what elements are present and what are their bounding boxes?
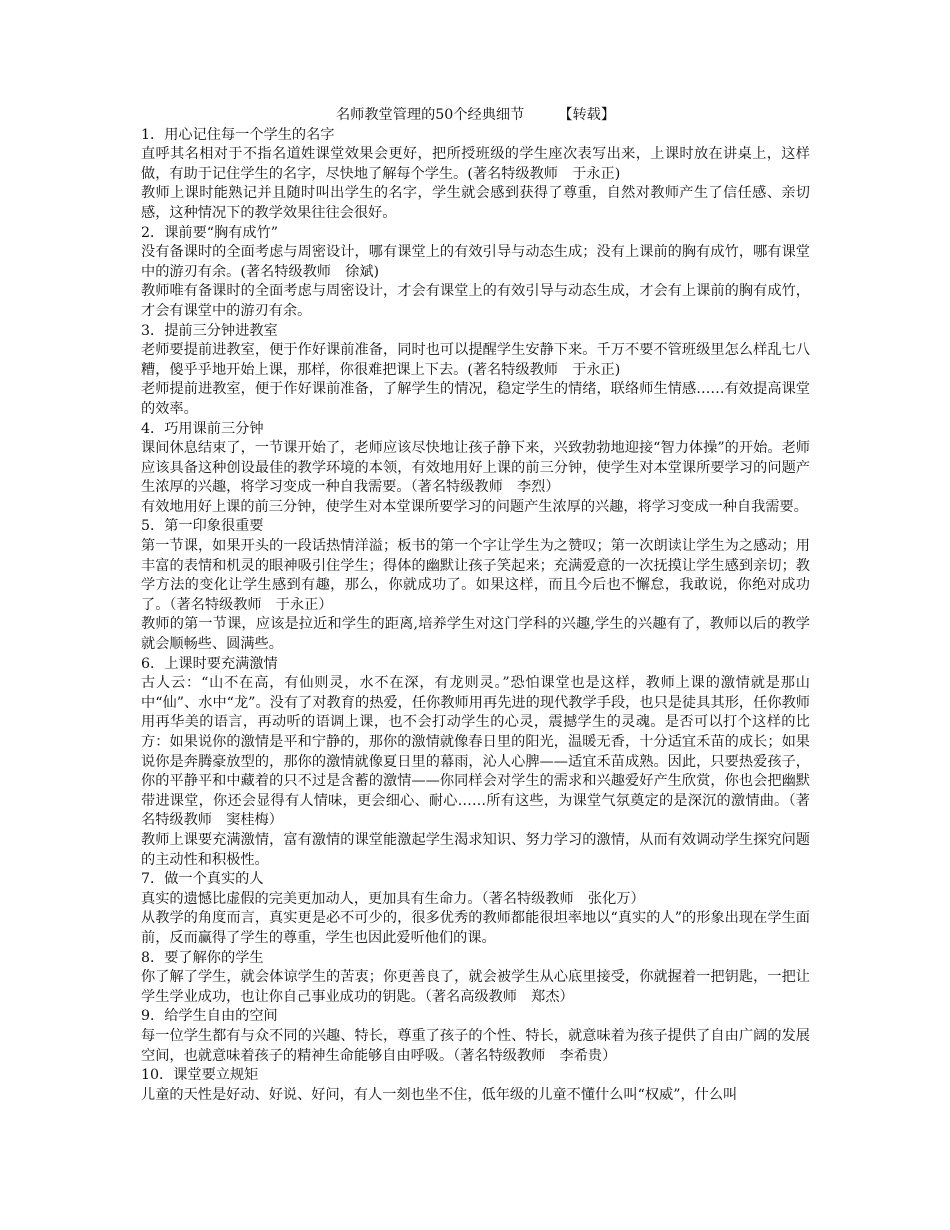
section bbox=[141, 224, 810, 322]
section-heading: 3．提前三分钟进教室 bbox=[141, 322, 278, 339]
section-heading: 8．要了解你的学生 bbox=[141, 949, 264, 966]
section-paragraph: 你了解了学生，就会体谅学生的苦衷；你更善良了，就会被学生从心底里接受，你就握着一把钥匙，一把让学生学业成功，也让你自己事业成功的钥匙。（著名高级教师 郑杰） bbox=[141, 969, 810, 1005]
section-paragraph: 教师上课要充满激情，富有激情的课堂能激起学生渴求知识、努力学习的激情，从而有效调动学生探究问题的主动性和积极性。 bbox=[141, 831, 810, 868]
section-heading: 10．课堂要立规矩 bbox=[141, 1067, 259, 1084]
section bbox=[141, 1066, 810, 1105]
section-paragraph: 真实的遗憾比虚假的完美更加动人，更加具有生命力。（著名特级教师 张化万） bbox=[141, 890, 645, 907]
section-paragraph: 教师的第一节课，应该是拉近和学生的距离,培养学生对这门学科的兴趣,学生的兴趣有了，教师以后的教学就会顺畅些、圆满些。 bbox=[141, 616, 810, 653]
section bbox=[141, 870, 810, 948]
title-tag: 【转载】 bbox=[558, 107, 616, 123]
section bbox=[141, 322, 810, 420]
section-paragraph: 每一位学生都有与众不同的兴趣、特长，尊重了孩子的个性、特长，就意味着为孩子提供了自由广阔的发展空间，也就意味着孩子的精神生命能够自由呼吸。（著名特级教师 李希贵） bbox=[141, 1027, 810, 1064]
section-paragraph: 没有备课时的全面考虑与周密设计，哪有课堂上的有效引导与动态生成；没有上课前的胸有成竹，哪有课堂中的游刃有余。(著名特级教师 徐斌) bbox=[141, 244, 810, 280]
title-text: 名师教堂管理的50个经典细节 bbox=[335, 107, 525, 123]
section bbox=[141, 949, 810, 1008]
section bbox=[141, 420, 810, 518]
section-paragraph: 教师上课时能熟记并且随时叫出学生的名字，学生就会感到获得了尊重，自然对教师产生了信任感、亲切感，这种情况下的教学效果往往会很好。 bbox=[141, 185, 810, 221]
section-heading: 9．给学生自由的空间 bbox=[141, 1008, 278, 1025]
document-title bbox=[141, 106, 810, 126]
section-paragraph: 课间休息结束了，一节课开始了，老师应该尽快地让孩子静下来，兴致勃勃地迎接“智力体操”的开始。老师应该具备这种创设最佳的教学环境的本领，有效地用好上课的前三分钟，使学生对本堂课所要学习的问题产生浓厚的兴趣，将学习变成一种自我需要。（著名特级教师 李烈） bbox=[141, 440, 810, 496]
section-paragraph: 从教学的角度而言，真实更是必不可少的，很多优秀的教师都能很坦率地以“真实的人”的形象出现在学生面前，反而赢得了学生的尊重，学生也因此爱听他们的课。 bbox=[141, 910, 810, 946]
section-paragraph: 直呼其名相对于不指名道姓课堂效果会更好，把所授班级的学生座次表写出来，上课时放在讲桌上，这样做，有助于记住学生的名字，尽快地了解每个学生。(著名特级教师 于永正) bbox=[141, 146, 810, 182]
section-heading: 2．课前要“胸有成竹” bbox=[141, 224, 279, 241]
section-paragraph: 老师要提前进教室，便于作好课前准备，同时也可以提醒学生安静下来。千万不要不管班级里怎么样乱七八糟，傻乎乎地开始上课，那样，你很难把课上下去。(著名特级教师 于永正) bbox=[141, 342, 810, 378]
section-heading: 1．用心记住每一个学生的名字 bbox=[141, 126, 335, 143]
section-paragraph: 第一节课，如果开头的一段话热情洋溢；板书的第一个字让学生为之赞叹；第一次朗读让学生为之感动；用丰富的表情和机灵的眼神吸引住学生；得体的幽默让孩子笑起来；充满爱意的一次抚摸让学生感到亲切；教学方法的变化让学生感到有趣，那么，你就成功了。如果这样，而且今后也不懈怠，我敢说，你绝对成功了。（著名特级教师 于永正） bbox=[141, 538, 810, 613]
section-heading: 4．巧用课前三分钟 bbox=[141, 420, 264, 437]
section bbox=[141, 655, 810, 871]
section-paragraph: 有效地用好上课的前三分钟，使学生对本堂课所要学习的问题产生浓厚的兴趣，将学习变成一种自我需要。 bbox=[141, 498, 808, 515]
section-paragraph: 古人云：“山不在高，有仙则灵，水不在深，有龙则灵。”恐怕课堂也是这样，教师上课的激情就是那山中“仙”、水中“龙”。没有了对教育的热爱，任你教师用再先进的现代教学手段，也只是徒具其形，任你教师用再华美的语言，再动听的语调上课，也不会打动学生的心灵，震撼学生的灵魂。是否可以打个这样的比方：如果说你的激情是平和宁静的，那你的激情就像春日里的阳光，温暖无香，十分适宜禾苗的成长；如果说你是奔腾豪放型的，那你的激情就像夏日里的幕雨，沁人心脾——适宜禾苗成熟。因此，只要热爱孩子，你的平静平和中藏着的只不过是含蓄的激情——你同样会对学生的需求和兴趣爱好产生欣赏，你也会把幽默带进课堂，你还会显得有人情味，更会细心、耐心……所有这些，为课堂气氛奠定的是深沉的激情曲。（著名特级教师 窦桂梅） bbox=[141, 675, 810, 829]
section-paragraph: 儿童的天性是好动、好说、好问，有人一刻也坐不住，低年级的儿童不懂什么叫“权威”，什么叫 bbox=[141, 1086, 738, 1103]
section bbox=[141, 126, 810, 224]
section bbox=[141, 517, 810, 654]
section bbox=[141, 1007, 810, 1066]
section-paragraph: 老师提前进教室，便于作好课前准备，了解学生的情况，稳定学生的情绪，联络师生情感……有效提高课堂的效率。 bbox=[141, 381, 810, 417]
section-heading: 5．第一印象很重要 bbox=[141, 518, 264, 535]
section-heading: 6．上课时要充满激情 bbox=[141, 655, 278, 672]
section-paragraph: 教师唯有备课时的全面考虑与周密设计，才会有课堂上的有效引导与动态生成，才会有上课前的胸有成竹，才会有课堂中的游刃有余。 bbox=[141, 283, 810, 319]
document-body bbox=[141, 126, 810, 1106]
section-heading: 7．做一个真实的人 bbox=[141, 871, 264, 888]
